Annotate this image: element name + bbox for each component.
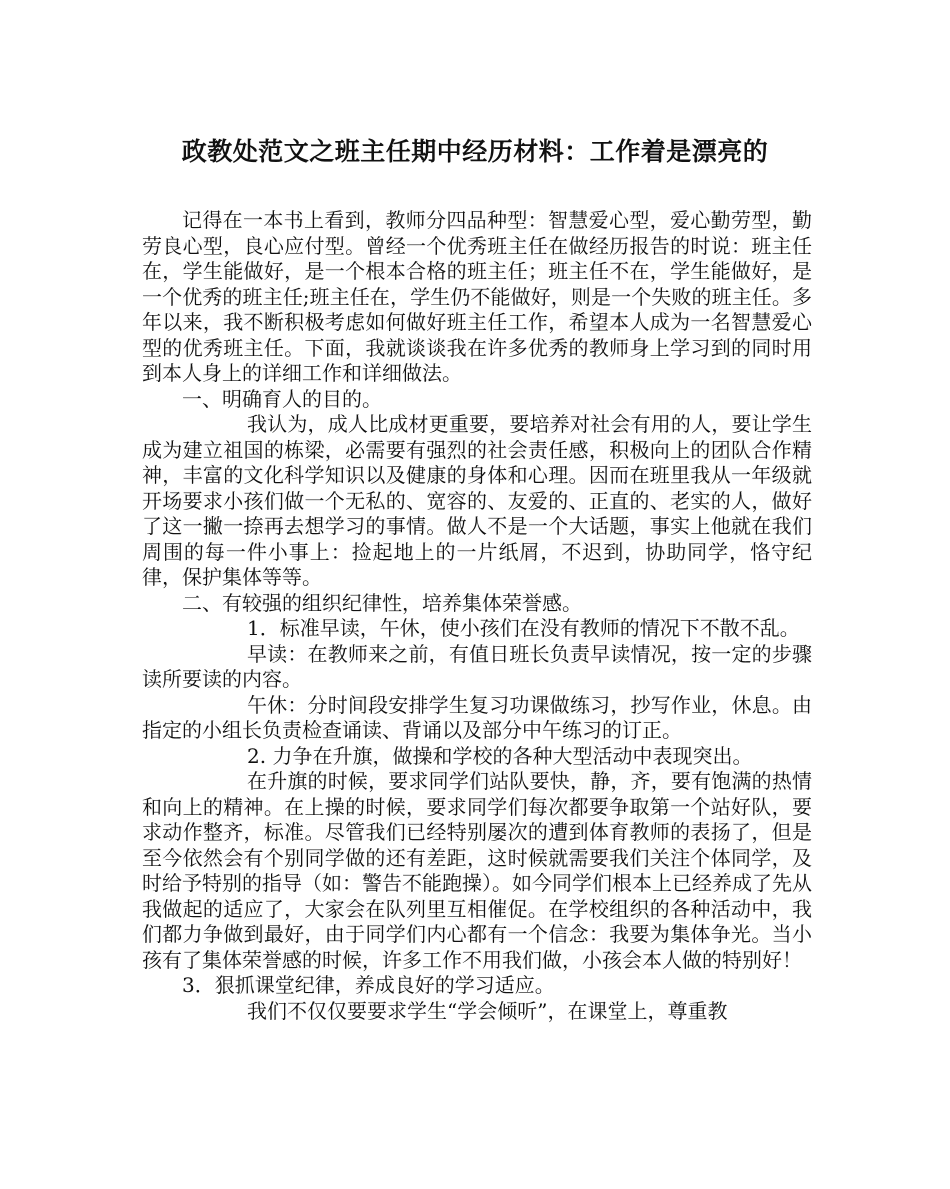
subsection-2: 2. 力争在升旗，做操和学校的各种大型活动中表现突出。 (247, 743, 753, 768)
document-body (142, 208, 812, 1024)
section-heading-1: 一、明确育人的目的。 (182, 386, 382, 411)
paragraph-classroom: 我们不仅仅要要求学生“学会倾听”，在课堂上，尊重教 (247, 998, 728, 1023)
section-heading-2: 二、有较强的组织纪律性，培养集体荣誉感。 (182, 590, 582, 615)
subsection-1: 1．标准早读，午休，使小孩们在没有教师的情况下不散不乱。 (247, 616, 800, 640)
paragraph-noon-break: 午休：分时间段安排学生复习功课做练习，抄写作业，休息。由指定的小组长负责检查诵读、背诵以及部分中午练习的订正。 (142, 692, 812, 742)
paragraph-intro: 记得在一本书上看到，教师分四品种型：智慧爱心型，爱心勤劳型，勤劳良心型，良心应付型。曾经一个优秀班主任在做经历报告的时说：班主任在，学生能做好，是一个根本合格的班主任；班主任不在，学生能做好，是一个优秀的班主任;班主任在，学生仍不能做好，则是一个失败的班主任。多年以来，我不断积极考虑如何做好班主任工作，希望本人成为一名智慧爱心型的优秀班主任。下面，我就谈谈我在许多优秀的教师身上学习到的同时用到本人身上的详细工作和详细做法。 (142, 208, 812, 385)
paragraph-section-1: 我认为，成人比成材更重要，要培养对社会有用的人，要让学生成为建立祖国的栋梁，必需要有强烈的社会责任感，积极向上的团队合作精神，丰富的文化科学知识以及健康的身体和心理。因而在班里我从一年级就开场要求小孩们做一个无私的、宽容的、友爱的、正直的、老实的人，做好了这一撇一捺再去想学习的事情。做人不是一个大话题，事实上他就在我们周围的每一件小事上：捡起地上的一片纸屑，不迟到，协助同学，恪守纪律，保护集体等等。 (142, 412, 812, 589)
subsection-3: 3．狠抓课堂纪律，养成良好的学习适应。 (182, 973, 555, 997)
paragraph-activities: 在升旗的时候，要求同学们站队要快，静，齐，要有饱满的热情和向上的精神。在上操的时候，要求同学们每次都要争取第一个站好队，要求动作整齐，标准。尽管我们已经特别屡次的遭到体育教师的表扬了，但是至今依然会有个别同学做的还有差距，这时候就需要我们关注个体同学，及时给予特别的指导（如：警告不能跑操）。如今同学们根本上已经养成了先从我做起的适应了，大家会在队列里互相催促。在学校组织的各种活动中，我们都力争做到最好，由于同学们内心都有一个信念：我要为集体争光。当小孩有了集体荣誉感的时候，许多工作不用我们做，小孩会本人做的特别好！ (142, 769, 812, 972)
document-title: 政教处范文之班主任期中经历材料：工作着是漂亮的 (181, 137, 769, 166)
paragraph-morning-reading: 早读：在教师来之前，有值日班长负责早读情况，按一定的步骤读所要读的内容。 (142, 641, 812, 691)
